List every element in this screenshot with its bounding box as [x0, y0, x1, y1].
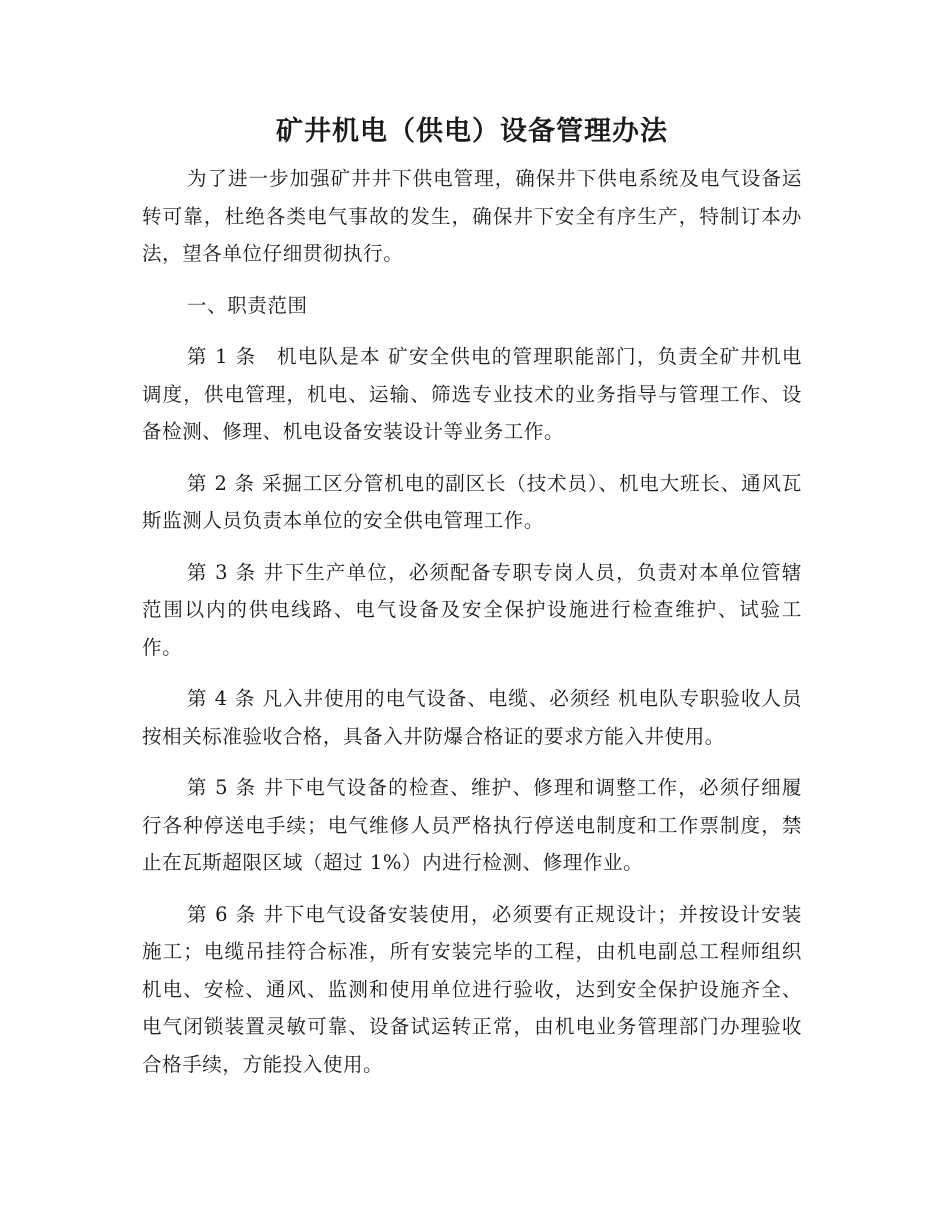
intro-paragraph: 为了进一步加强矿井井下供电管理，确保井下供电系统及电气设备运转可靠，杜绝各类电气事故的发生，确保井下安全有序生产，特制订本办法，望各单位仔细贯彻执行。: [142, 167, 802, 265]
article-3: 第 3 条 井下生产单位，必须配备专职专岗人员，负责对本单位管辖范围以内的供电线路、电气设备及安全保护设施进行检查维护、试验工作。: [142, 560, 802, 659]
article-1: 第 1 条 机电队是本 矿安全供电的管理职能部门，负责全矿井机电调度，供电管理，机电、运输、筛选专业技术的业务指导与管理工作、设备检测、修理、机电设备安装设计等业务工作。: [142, 345, 802, 443]
article-2: 第 2 条 采掘工区分管机电的副区长（技术员）、机电大班长、通风瓦斯监测人员负责本单位的安全供电管理工作。: [142, 471, 802, 532]
article-4: 第 4 条 凡入井使用的电气设备、电缆、必须经 机电队专职验收人员按相关标准验收合格，具备入井防爆合格证的要求方能入井使用。: [142, 687, 802, 748]
article-6: 第 6 条 井下电气设备安装使用，必须要有正规设计；并按设计安装施工；电缆吊挂符合标准，所有安装完毕的工程，由机电副总工程师组织机电、安检、通风、监测和使用单位进行验收，达到安全保护设施齐全、电气闭锁装置灵敏可靠、设备试运转正常，由机电业务管理部门办理验收合格手续，方能投入使用。: [142, 902, 802, 1076]
document-page: [142, 110, 802, 1097]
document-title: 矿井机电（供电）设备管理办法: [276, 116, 668, 147]
section-heading: 一、职责范围: [187, 293, 308, 317]
article-5: 第 5 条 井下电气设备的检查、维护、修理和调整工作，必须仔细履行各种停送电手续；电气维修人员严格执行停送电制度和工作票制度，禁止在瓦斯超限区域（超过 1%）内进行检测、修理作业。: [142, 776, 802, 874]
